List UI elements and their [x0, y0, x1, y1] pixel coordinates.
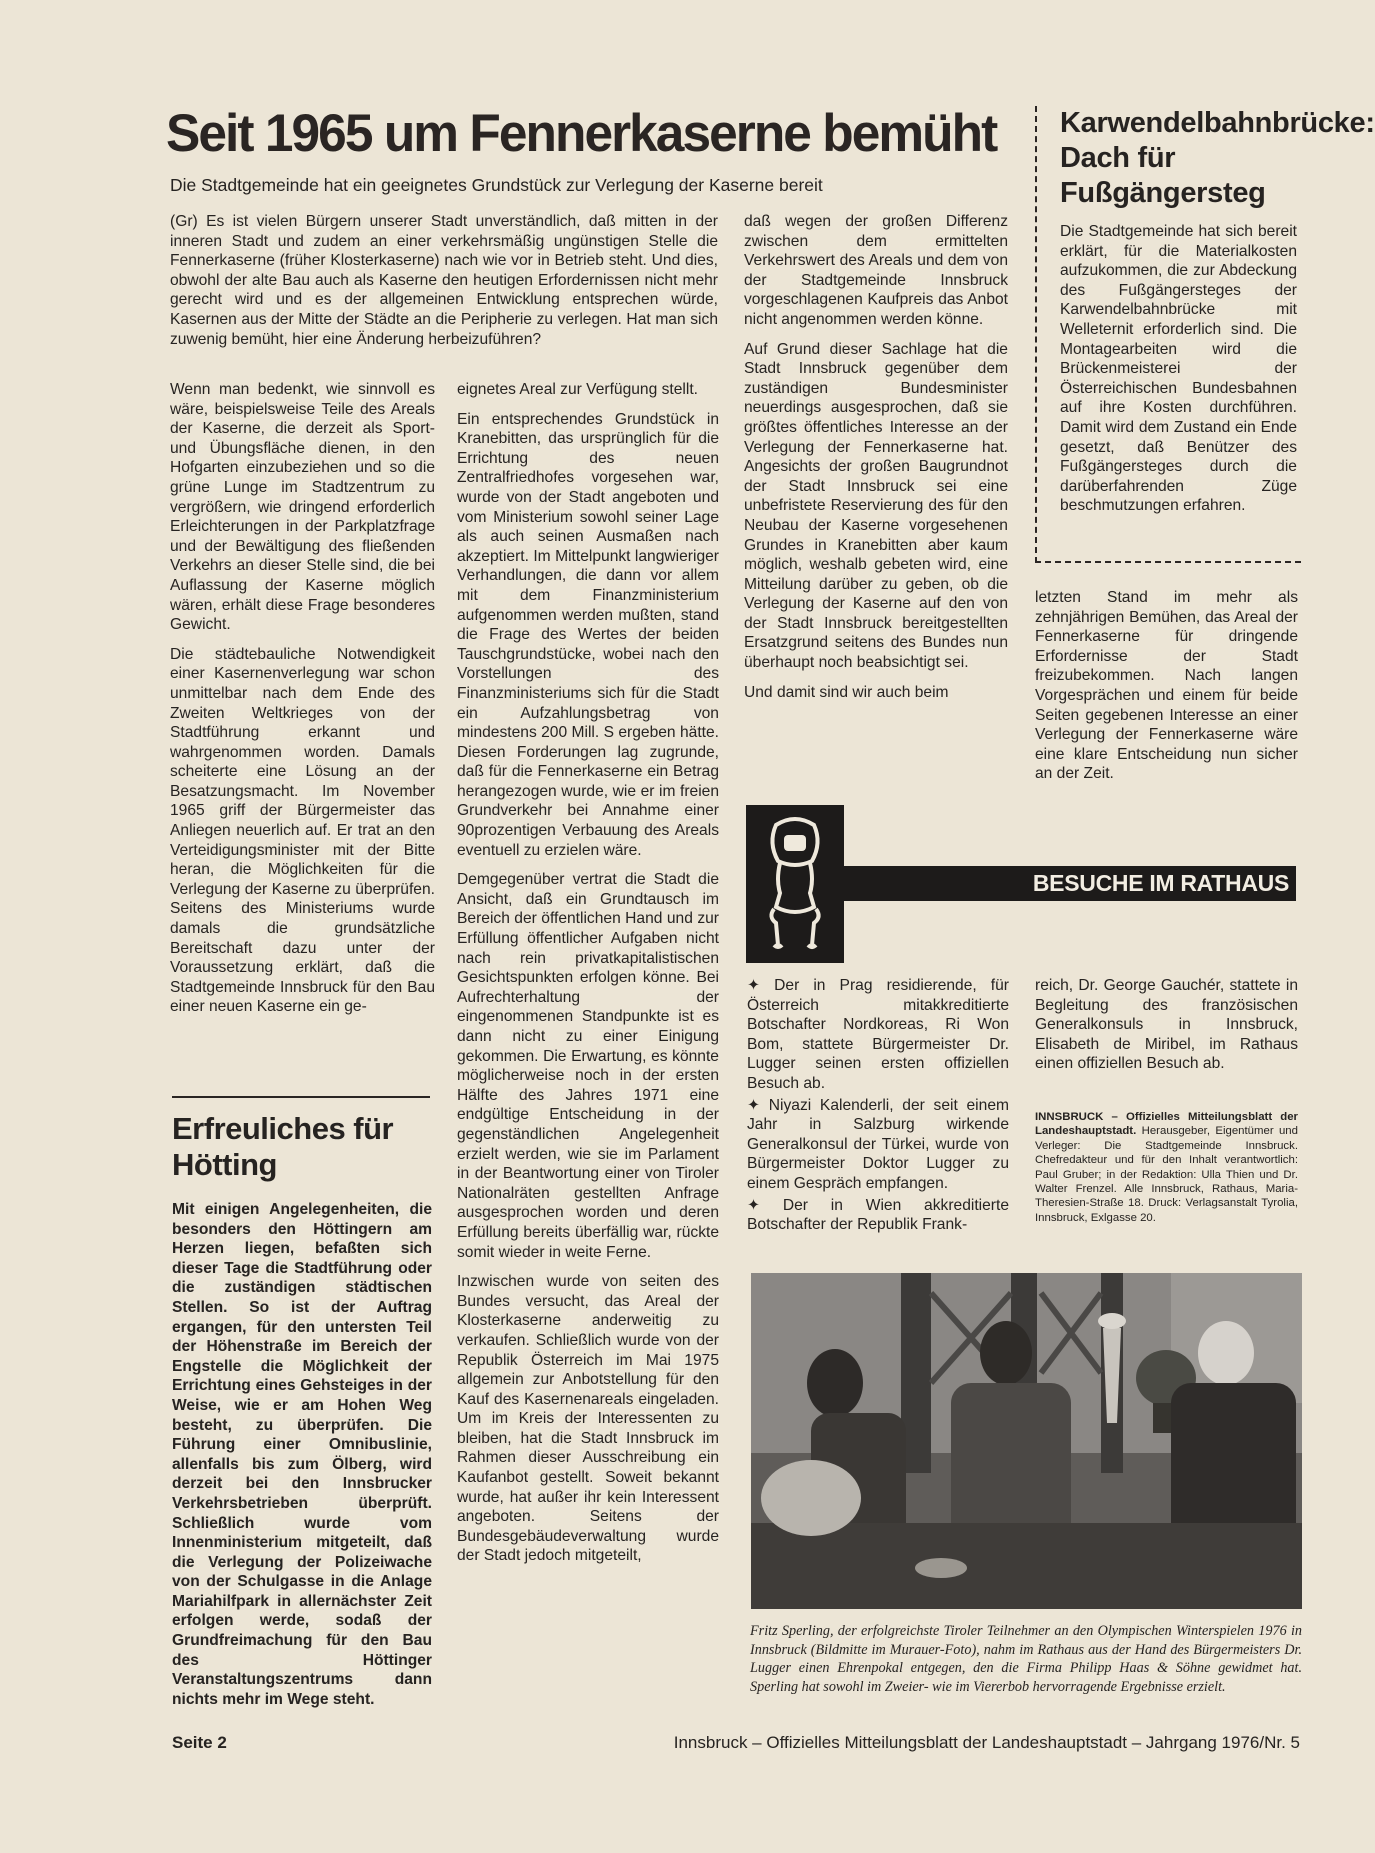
rathaus-banner-title: BESUCHE IM RATHAUS: [1032, 870, 1289, 896]
article-paragraph: Inzwischen wurde von seiten des Bundes versucht, das Areal der Klosterkaserne anderweitig zu verkaufen. Schließlich wurde von der Republik Österreich im Mai 1975 allgemein zur Anbotstellung für den Kauf des Kasernenareals eingeladen. Um im Kreis der Interessenten zu bleiben, hat die Stadt Innsbruck im Rahmen dieser Ausschreibung ein Kaufanbot gestellt. Soweit bekannt wurde, hat außer ihr kein Interessent angeboten. Seitens der Bundesgebäudeverwaltung wurde der Stadt jedoch mitgeteilt,: [457, 1273, 719, 1565]
article-paragraph: Demgegenüber vertrat die Stadt die Ansicht, daß ein Grundtausch im Bereich der öffentlichen Hand und zur Erfüllung öffentlicher Aufgaben nicht nach rein privatkapitalistischen Gesichtspunkten erfolgen könne. Bei Aufrechterhaltung der eingenommenen Standpunkte ist es dann nicht zu einer Einigung gekommen. Die Erwartung, es könnte möglicherweise noch in der ersten Hälfte des Jahres 1971 eine endgültige Entscheidung in der gegenständlichen Angelegenheit erzielt werden, wie sie im Parlament in der Beantwortung einer von Tiroler Nationalräten gestellten Anfrage ausgesprochen worden und deren Erfüllung bereits überfällig war, rückte somit wieder in weite Ferne.: [457, 871, 719, 1261]
article-paragraph: daß wegen der großen Differenz zwischen dem ermittelten Verkehrswert des Areals und dem von der Stadtgemeinde Innsbruck vorgeschlagenen Kaufpreis das Anbot nicht angenommen werden könne.: [744, 213, 1008, 328]
photo-caption: Fritz Sperling, der erfolgreichste Tiroler Teilnehmer an den Olympischen Winterspielen 1976 in Innsbruck (Bildmitte im Murauer-Foto), nahm im Rathaus aus der Hand des Bürgermeisters Dr. Lugger einen Ehrenpokal entgegen, den die Firma Philipp Haas & Söhne gewidmet hat. Sperling hat sowohl im Zweier- wie im Viererbob hervorragende Ergebnisse erzielt.: [750, 1623, 1302, 1695]
chair-emblem-icon: [746, 805, 844, 963]
article-column-1: [170, 380, 435, 1027]
article-paragraph: eignetes Areal zur Verfügung stellt.: [457, 381, 698, 398]
rathaus-item: ✦ Niyazi Kalenderli, der seit einem Jahr in Salzburg wirkende Generalkonsul der Türkei, wurde von Bürgermeister Doktor Lugger zu einem Gespräch empfangen.: [747, 1096, 1009, 1192]
rathaus-news-left: [747, 976, 1009, 1245]
olympic-photo: [751, 1273, 1302, 1609]
hoetting-headline: Erfreuliches für Hötting: [172, 1111, 394, 1182]
column-rule: [172, 1096, 430, 1098]
article-intro: (Gr) Es ist vielen Bürgern unserer Stadt unverständlich, daß mitten in der inneren Stadt und zudem an einer verkehrsmäßig ungünstigen Stelle die Fennerkaserne (früher Klosterkaserne) nach wie vor in Betrieb steht. Und dies, obwohl der alte Bau auch als Kaserne den heutigen Erfordernissen nicht mehr gerecht wird und es der allgemeinen Entwicklung entsprechen würde, Kasernen aus der Mitte der Städte an die Peripherie zu verlegen. Hat man sich zuwenig bemüht, hier eine Änderung herbeizuführen?: [170, 213, 718, 348]
article-column-2: [457, 380, 719, 1576]
article-paragraph: Die städtebauliche Notwendigkeit einer Kasernenverlegung war schon unmittelbar nach dem Ende des Zweiten Weltkrieges von der Stadtführung erkannt und wahrgenommen worden. Damals scheiterte eine Lösung an der Besatzungsmacht. Im November 1965 griff der Bürgermeister das Anliegen neuerlich auf. Er trat an den Verteidigungsminister mit der Bitte heran, die Möglichkeiten für die Verlegung der Kaserne zu überprüfen. Seitens des Ministeriums wurde damals die grundsätzliche Bereitschaft dazu unter der Voraussetzung erklärt, daß die Stadtgemeinde Innsbruck für den Bau einer neuen Kaserne ein ge-: [170, 645, 435, 1016]
main-subheadline: Die Stadtgemeinde hat ein geeignetes Grundstück zur Verlegung der Kaserne bereit: [170, 175, 823, 195]
impressum-text: Herausgeber, Eigentümer und Verleger: Die Stadtgemeinde Innsbruck. Chefredakteur und für den Inhalt verantwortlich: Paul Gruber; in der Redaktion: Ulla Thien und Dr. Walter Frenzel. Alle Innsbruck, Rathaus, Maria-Theresien-Straße 18. Druck: Verlagsanstalt Tyrolia, Innsbruck, Exlgasse 20.: [1035, 1125, 1298, 1224]
footer-masthead: Innsbruck – Offizielles Mitteilungsblatt der Landeshauptstadt – Jahrgang 1976/Nr. 5: [673, 1733, 1300, 1752]
page-number: Seite 2: [172, 1733, 227, 1752]
article-paragraph: Auf Grund dieser Sachlage hat die Stadt Innsbruck gegenüber dem zuständigen Bundesminister neuerdings ausgesprochen, daß sie größtes öffentliches Interesse an der Verlegung der Fennerkaserne hat. Angesichts der großen Baugrundnot der Stadt Innsbruck sei eine unbefristete Reservierung des für den Neubau der Kaserne vorgesehenen Grundes in Kranebitten aber kaum möglich, weshalb gebeten wird, eine Mitteilung darüber zu geben, ob die Verlegung der Kaserne auf den von der Stadt Innsbruck bereitgestellten Ersatzgrund seitens des Bundes nun überhaupt noch beabsichtigt sei.: [744, 340, 1008, 672]
article-paragraph: Wenn man bedenkt, wie sinnvoll es wäre, beispielsweise Teile des Areals der Kaserne, die derzeit als Sport- und Übungsfläche dienen, in den Hofgarten einzubeziehen und so die grüne Lunge im Stadtzentrum zu vergrößern, wie dringend erforderlich Erleichterungen in der Parkplatzfrage und der Bewältigung des fließenden Verkehrs an dieser Stelle sind, die bei Auflassung der Kaserne möglich wären, erhält diese Frage besonderes Gewicht.: [170, 381, 435, 634]
article-paragraph: Und damit sind wir auch beim: [744, 683, 949, 701]
rathaus-news-right: reich, Dr. George Gauchér, stattete in Begleitung des französischen Generalkonsuls in Innsbruck, Elisabeth de Miribel, im Rathaus einen offiziellen Besuch ab.: [1035, 977, 1298, 1073]
rathaus-item: ✦ Der in Wien akkreditierte Botschafter der Republik Frank-: [747, 1196, 1009, 1234]
article-column-4: letzten Stand im mehr als zehnjährigen Bemühen, das Areal der Fennerkaserne für dringende Erfordernisse der Stadt freizubekommen. Nach langen Vorgesprächen und einem für beide Seiten gegebenen Interesse an einer Verlegung der Fennerkaserne wäre eine klare Entscheidung nun sicher an der Zeit.: [1035, 589, 1298, 783]
article-column-3: [744, 212, 1008, 712]
main-headline: Seit 1965 um Fennerkaserne bemüht: [166, 104, 997, 163]
hoetting-body: Mit einigen Angelegenheiten, die besonders den Höttingern am Herzen liegen, befaßten sich dieser Tage die Stadtführung oder die zuständigen städtischen Stellen. So ist der Auftrag ergangen, für den untersten Teil der Höhenstraße im Bereich der Engstelle die Möglichkeit der Errichtung eines Gehsteiges in der Weise, wie er am Hohen Weg besteht, zu überprüfen. Die Führung einer Omnibuslinie, allenfalls bis zum Ölberg, wird derzeit bei den Innsbrucker Verkehrsbetrieben überprüft. Schließlich wurde vom Innenministerium mitgeteilt, daß die Verlegung der Polizeiwache von der Schulgasse in die Anlage Mariahilfpark in allernächster Zeit erfolgen werde, sodaß der Grundfreimachung für den Bau des Höttinger Veranstaltungszentrums dann nichts mehr im Wege steht.: [172, 1201, 432, 1708]
impressum-lead: INNSBRUCK – Offizielles Mitteilungsblatt der Landeshauptstadt.: [1035, 1111, 1298, 1138]
impressum: [1035, 1110, 1298, 1225]
article-paragraph: Ein entsprechendes Grundstück in Kranebitten, das ursprünglich für die Errichtung des neuen Zentralfriedhofes vorgesehen war, wurde von der Stadt angeboten und vom Ministerium sowohl seiner Lage als auch seinen Ausmaßen nach akzeptiert. Im Mittelpunkt langwieriger Verhandlungen, die dann vor allem mit dem Finanzministerium aufgenommen werden mußten, stand die Frage des Wertes der beiden Tauschgrundstücke, wobei nach den Vorstellungen des Finanzministeriums sich für die Stadt ein Aufzahlungsbetrag von mindestens 200 Mill. S ergeben hätte. Diesen Forderungen lag zugrunde, daß für die Fennerkaserne ein Betrag herangezogen wurde, wie er im freien Grundverkehr bei Annahme einer 90prozentigen Verbauung des Areals eventuell zu erzielen wäre.: [457, 410, 719, 859]
karwendel-headline: Karwendelbahnbrücke: Dach für Fußgängersteg: [1060, 107, 1375, 209]
rathaus-item: ✦ Der in Prag residierende, für Österreich mitakkreditierte Botschafter Nordkoreas, Ri Won Bom, stattete Bürgermeister Dr. Lugger seinen ersten offiziellen Besuch ab.: [747, 977, 1009, 1092]
karwendel-body: Die Stadtgemeinde hat sich bereit erklärt, für die Materialkosten aufzukommen, die zur Abdeckung des Fußgängersteges der Karwendelbahnbrücke mit Welleternit erforderlich sind. Die Montagearbeiten wird die Brückenmeisterei der Österreichischen Bundesbahnen auf ihre Kosten durchführen. Damit wird dem Zustand ein Ende gesetzt, daß Benützer des Fußgängersteges durch die darüberfahrenden Züge beschmutzungen erfahren.: [1060, 223, 1297, 515]
